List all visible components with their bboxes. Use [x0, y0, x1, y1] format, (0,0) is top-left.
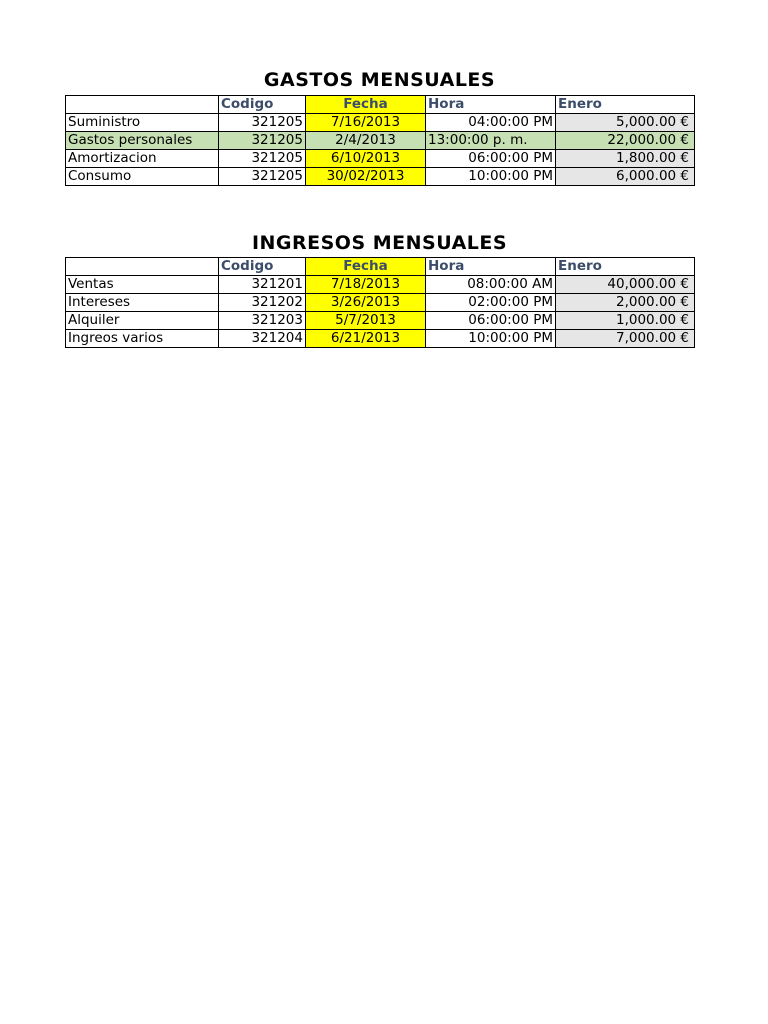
header-codigo[interactable]: Codigo — [219, 96, 306, 114]
cell-name[interactable]: Ventas — [66, 276, 219, 294]
cell-time[interactable]: 06:00:00 PM — [426, 312, 556, 330]
cell-time[interactable]: 10:00:00 PM — [426, 168, 556, 186]
header-enero[interactable]: Enero — [556, 96, 695, 114]
cell-amount[interactable]: 2,000.00 € — [556, 294, 695, 312]
cell-time[interactable]: 06:00:00 PM — [426, 150, 556, 168]
cell-time[interactable]: 02:00:00 PM — [426, 294, 556, 312]
header-enero[interactable]: Enero — [556, 258, 695, 276]
cell-name[interactable]: Alquiler — [66, 312, 219, 330]
cell-time[interactable]: 04:00:00 PM — [426, 114, 556, 132]
table-header-row — [66, 96, 695, 114]
cell-code[interactable]: 321205 — [219, 132, 306, 150]
cell-code[interactable]: 321202 — [219, 294, 306, 312]
cell-amount[interactable]: 1,000.00 € — [556, 312, 695, 330]
cell-date[interactable]: 6/10/2013 — [306, 150, 426, 168]
ingresos-title: INGRESOS MENSUALES — [251, 232, 508, 254]
header-fecha[interactable]: Fecha — [306, 258, 426, 276]
cell-amount[interactable]: 5,000.00 € — [556, 114, 695, 132]
table-row — [66, 150, 695, 168]
table-row — [66, 114, 695, 132]
cell-amount[interactable]: 1,800.00 € — [556, 150, 695, 168]
header-hora[interactable]: Hora — [426, 258, 556, 276]
header-hora[interactable]: Hora — [426, 96, 556, 114]
table-row — [66, 330, 695, 348]
cell-amount[interactable]: 7,000.00 € — [556, 330, 695, 348]
cell-name[interactable]: Intereses — [66, 294, 219, 312]
cell-name[interactable]: Consumo — [66, 168, 219, 186]
cell-date[interactable]: 2/4/2013 — [306, 132, 426, 150]
cell-amount[interactable]: 40,000.00 € — [556, 276, 695, 294]
gastos-title: GASTOS MENSUALES — [263, 69, 496, 91]
cell-time[interactable]: 13:00:00 p. m. — [426, 132, 556, 150]
cell-name[interactable]: Amortizacion — [66, 150, 219, 168]
header-codigo[interactable]: Codigo — [219, 258, 306, 276]
cell-code[interactable]: 321201 — [219, 276, 306, 294]
cell-amount[interactable]: 22,000.00 € — [556, 132, 695, 150]
cell-code[interactable]: 321205 — [219, 168, 306, 186]
cell-date[interactable]: 30/02/2013 — [306, 168, 426, 186]
cell-name[interactable]: Gastos personales — [66, 132, 219, 150]
cell-code[interactable]: 321204 — [219, 330, 306, 348]
cell-code[interactable]: 321205 — [219, 114, 306, 132]
cell-date[interactable]: 5/7/2013 — [306, 312, 426, 330]
cell-date[interactable]: 7/18/2013 — [306, 276, 426, 294]
table-header-row — [66, 258, 695, 276]
table-row — [66, 132, 695, 150]
table-row — [66, 276, 695, 294]
cell-date[interactable]: 7/16/2013 — [306, 114, 426, 132]
table-row — [66, 168, 695, 186]
cell-date[interactable]: 6/21/2013 — [306, 330, 426, 348]
header-name[interactable] — [66, 258, 219, 276]
cell-time[interactable]: 08:00:00 AM — [426, 276, 556, 294]
cell-name[interactable]: Suministro — [66, 114, 219, 132]
header-name[interactable] — [66, 96, 219, 114]
header-fecha[interactable]: Fecha — [306, 96, 426, 114]
cell-time[interactable]: 10:00:00 PM — [426, 330, 556, 348]
ingresos-table — [65, 257, 695, 348]
gastos-table — [65, 95, 695, 186]
table-row — [66, 312, 695, 330]
cell-amount[interactable]: 6,000.00 € — [556, 168, 695, 186]
cell-code[interactable]: 321205 — [219, 150, 306, 168]
cell-code[interactable]: 321203 — [219, 312, 306, 330]
cell-name[interactable]: Ingreos varios — [66, 330, 219, 348]
cell-date[interactable]: 3/26/2013 — [306, 294, 426, 312]
table-row — [66, 294, 695, 312]
